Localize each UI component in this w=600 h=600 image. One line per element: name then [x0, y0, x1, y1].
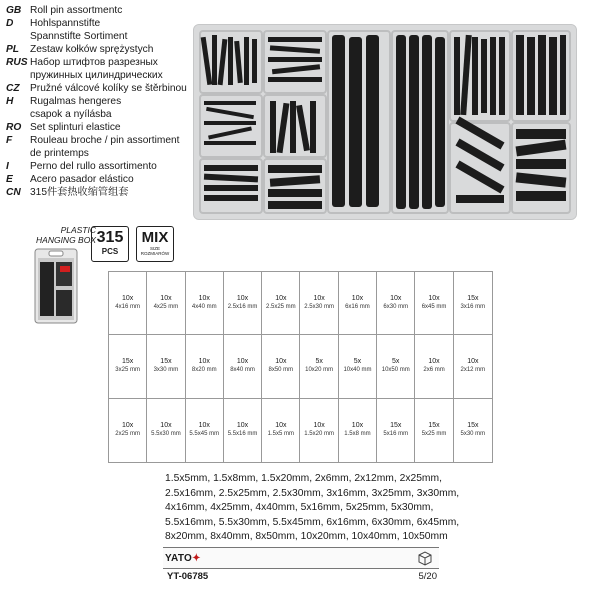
language-list	[6, 4, 206, 199]
product-photo	[193, 24, 577, 220]
grid-cell: 10x 2x12 mm	[454, 335, 492, 398]
size-grid	[108, 271, 493, 463]
grid-cell: 10x 4x40 mm	[186, 272, 224, 335]
grid-cell: 10x 5.5x45 mm	[186, 399, 224, 462]
size-line: 5.5x16mm, 5.5x30mm, 5.5x45mm, 6x16mm, 6x30mm, 6x45mm,	[165, 516, 460, 528]
grid-cell: 10x 6x30 mm	[377, 272, 415, 335]
grid-cell: 5x 10x50 mm	[377, 335, 415, 398]
lang-row: E Acero pasador elástico	[6, 174, 134, 185]
grid-cell: 10x 4x16 mm	[109, 272, 147, 335]
product-code: YT-06785	[167, 571, 209, 582]
grid-cell: 10x 2.5x16 mm	[224, 272, 262, 335]
grid-cell: 10x 2.5x25 mm	[262, 272, 300, 335]
lang-row: RO Set splinturi elastice	[6, 122, 121, 133]
grid-cell: 10x 1.5x5 mm	[262, 399, 300, 462]
lang-row: de printemps	[30, 148, 89, 159]
lang-row: пружинных цилиндрических	[30, 70, 163, 81]
grid-cell: 10x 8x20 mm	[186, 335, 224, 398]
size-line: 2.5x16mm, 2.5x25mm, 2.5x30mm, 3x16mm, 3x25mm, 3x30mm,	[165, 487, 460, 499]
box-icon	[417, 550, 433, 566]
lang-row: I Perno del rullo assortimento	[6, 161, 157, 172]
grid-cell: 5x 10x20 mm	[300, 335, 338, 398]
size-line: 1.5x5mm, 1.5x8mm, 1.5x20mm, 2x6mm, 2x12mm, 2x25mm,	[165, 473, 442, 484]
piece-count-badge: 315 PCS	[91, 226, 129, 262]
grid-cell: 15x 5x25 mm	[415, 399, 453, 462]
lang-row: CZ Pružné válcové kolíky se štěrbinou	[6, 83, 187, 94]
grid-cell: 10x 1.5x8 mm	[339, 399, 377, 462]
grid-cell: 10x 8x50 mm	[262, 335, 300, 398]
lang-row: CN 315件套热收缩管组套	[6, 187, 129, 198]
grid-cell: 15x 3x16 mm	[454, 272, 492, 335]
lang-row: F Rouleau broche / pin assortiment	[6, 135, 180, 146]
grid-cell: 15x 5x16 mm	[377, 399, 415, 462]
size-list	[165, 472, 465, 545]
grid-cell: 15x 5x30 mm	[460, 422, 486, 438]
grid-cell: 5x 10x40 mm	[339, 335, 377, 398]
lang-row: GB Roll pin assortmentc	[6, 5, 123, 16]
grid-cell: 10x 5.5x30 mm	[147, 399, 185, 462]
footer-brand-bar	[163, 547, 439, 569]
grid-cell: 10x 6x45 mm	[415, 272, 453, 335]
lang-row: RUS Набор штифтов разрезных	[6, 57, 158, 68]
hanging-box-icon	[34, 248, 78, 324]
mix-size-badge: MIX SIZE ROZMIARÓW	[136, 226, 174, 262]
brand-logo: YATO✦	[165, 552, 201, 564]
lang-row: Spannstifte Sortiment	[30, 31, 128, 42]
grid-cell: 10x 2x6 mm	[415, 335, 453, 398]
lang-row: H Rugalmas hengeres	[6, 96, 122, 107]
pin-tray-illustration	[194, 25, 576, 219]
grid-cell: 10x 4x25 mm	[147, 272, 185, 335]
size-line: 8x20mm, 8x40mm, 8x50mm, 10x20mm, 10x40mm, 10x50mm	[165, 531, 448, 543]
grid-cell: 10x 2x25 mm	[109, 399, 147, 462]
lang-row: D Hohlspannstifte	[6, 18, 101, 29]
grid-cell: 10x 1.5x20 mm	[300, 399, 338, 462]
lang-row: csapok a nyílásba	[30, 109, 112, 120]
grid-cell: 10x 5.5x16 mm	[224, 399, 262, 462]
pack-quantity: 5/20	[418, 571, 437, 582]
size-line: 4x16mm, 4x25mm, 4x40mm, 5x16mm, 5x25mm, 5x30mm,	[165, 502, 434, 514]
grid-cell: 15x 3x30 mm	[147, 335, 185, 398]
grid-cell: 10x 6x16 mm	[339, 272, 377, 335]
grid-cell: 10x 8x40 mm	[224, 335, 262, 398]
grid-cell: 15x 3x25 mm	[109, 335, 147, 398]
packaging-label: PLASTIC HANGING BOX	[36, 225, 96, 245]
product-footer	[163, 547, 439, 584]
lang-row: PL Zestaw kołków sprężystych	[6, 44, 154, 55]
grid-cell: 10x 2.5x30 mm	[300, 272, 338, 335]
